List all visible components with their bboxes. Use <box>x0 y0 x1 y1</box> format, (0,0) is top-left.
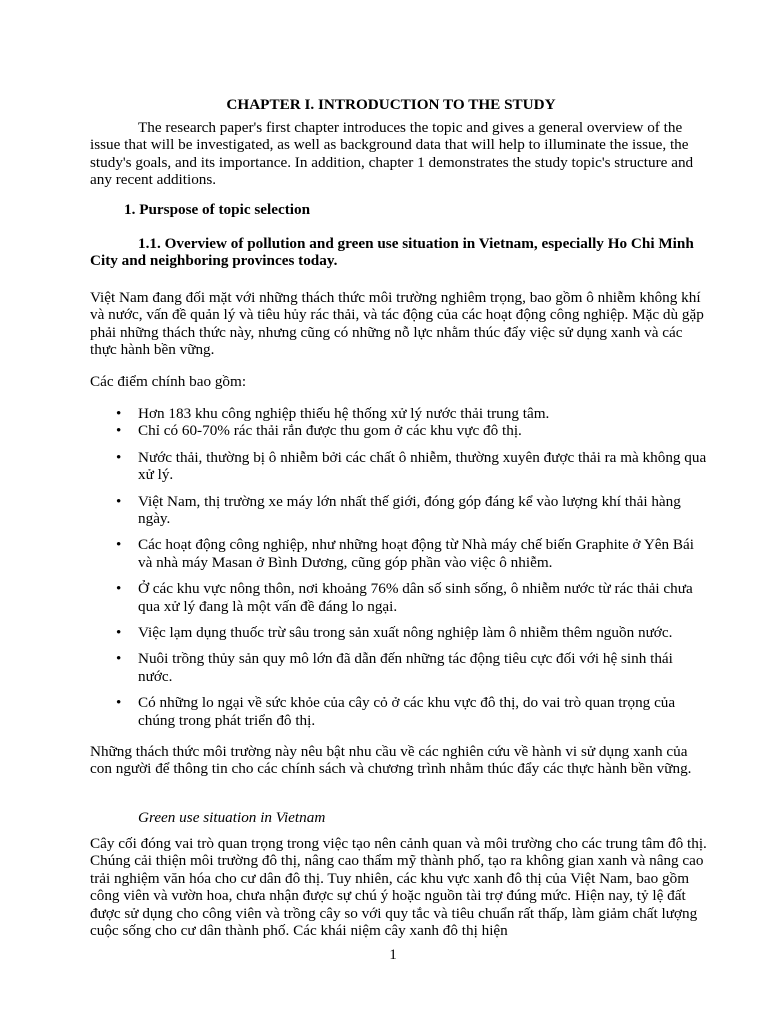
chapter-title: CHAPTER I. INTRODUCTION TO THE STUDY <box>226 96 556 113</box>
bullet-icon: • <box>116 536 122 554</box>
bullet-icon: • <box>116 448 122 466</box>
list-item <box>116 493 708 528</box>
vietnam-challenges-paragraph: Việt Nam đang đối mặt với những thách thức môi trường nghiêm trọng, bao gồm ô nhiễm không khí và nước, vấn đề quản lý và tiêu hủy rác thải, và tác động của các hoạt động công nghiệp. Mặc dù gặp phải những thách thức này, nhưng cũng có những nỗ lực nhằm thúc đẩy việc sử dụng xanh và các thực hành bền vững. <box>90 289 704 359</box>
list-item <box>116 580 708 615</box>
list-item-text: Có những lo ngại về sức khỏe của cây cỏ ở các khu vực đô thị, do vai trò quan trọng của chúng trong phát triển đô thị. <box>138 694 676 729</box>
page-number: 1 <box>389 946 397 963</box>
list-item-text: Nước thải, thường bị ô nhiễm bởi các chất ô nhiễm, thường xuyên được thải ra mà không qua xử lý. <box>138 448 707 484</box>
list-item-text: Hơn 183 khu công nghiệp thiếu hệ thống xử lý nước thải trung tâm. <box>138 405 550 422</box>
list-intro: Các điểm chính bao gồm: <box>90 373 247 390</box>
section-1-heading: 1. Purspose of topic selection <box>124 201 311 218</box>
bullet-icon: • <box>116 492 122 510</box>
list-item <box>116 449 708 484</box>
bullet-icon: • <box>116 422 122 440</box>
list-item <box>116 650 708 685</box>
list-item-text: Ở các khu vực nông thôn, nơi khoảng 76% dân số sinh sống, ô nhiễm nước từ rác thải chưa qua xử lý đang là một vấn đề đáng lo ngại. <box>138 580 693 615</box>
list-item <box>116 422 708 439</box>
bullet-icon: • <box>116 694 122 712</box>
list-item <box>116 624 708 641</box>
list-item-text: Việc lạm dụng thuốc trừ sâu trong sản xuất nông nghiệp làm ô nhiễm thêm nguồn nước. <box>138 624 673 642</box>
list-item <box>116 694 708 729</box>
list-item <box>116 536 708 571</box>
list-item-text: Nuôi trồng thủy sản quy mô lớn đã dẫn đến những tác động tiêu cực đối với hệ sinh thái nước. <box>138 650 673 685</box>
list-item <box>116 405 708 422</box>
urban-trees-paragraph: Cây cối đóng vai trò quan trọng trong việc tạo nên cảnh quan và môi trường cho các trung tâm đô thị. Chúng cải thiện môi trường đô thị, nâng cao thẩm mỹ thành phố, tạo ra không gian xanh và nâng cao trải nghiệm văn hóa cho cư dân đô thị. Tuy nhiên, các khu vực xanh đô thị của Việt Nam, bao gồm công viên và vườn hoa, chưa nhận được sự chú ý hoặc nguồn tài trợ đúng mức. Hiện nay, tỷ lệ đất được sử dụng cho công viên và trồng cây so với quy tắc và tiêu chuẩn rất thấp, làm giảm chất lượng cuộc sống cho cư dân thành phố. Các khái niệm cây xanh đô thị hiện <box>90 835 707 940</box>
intro-paragraph: The research paper's first chapter introduces the topic and gives a general overview of the issue that will be investigated, as well as background data that will help to illuminate the issue, the study's goals, and its importance. In addition, chapter 1 demonstrates the study topic's structure and any recent additions. <box>90 119 694 189</box>
list-item-text: Chỉ có 60-70% rác thải rắn được thu gom ở các khu vực đô thị. <box>138 422 522 440</box>
list-item-text: Việt Nam, thị trường xe máy lớn nhất thế giới, đóng góp đáng kể vào lượng khí thải hàng ngày. <box>138 492 681 528</box>
green-use-subheading: Green use situation in Vietnam <box>138 809 326 826</box>
key-points-list <box>116 405 708 729</box>
bullet-icon: • <box>116 405 122 422</box>
bullet-icon: • <box>116 624 122 642</box>
list-item-text: Các hoạt động công nghiệp, như những hoạt động từ Nhà máy chế biến Graphite ở Yên Bái và nhà máy Masan ở Bình Dương, cũng góp phần vào việc ô nhiễm. <box>138 536 695 571</box>
bullet-icon: • <box>116 580 122 598</box>
section-1-1-heading: 1.1. Overview of pollution and green use situation in Vietnam, especially Ho Chi Minh City and neighboring provinces today. <box>90 235 694 270</box>
research-need-paragraph: Những thách thức môi trường này nêu bật nhu cầu về các nghiên cứu về hành vi sử dụng xanh của con người để thông tin cho các chính sách và chương trình nhằm thúc đẩy các thực hành bền vững. <box>90 743 692 778</box>
bullet-icon: • <box>116 650 122 668</box>
